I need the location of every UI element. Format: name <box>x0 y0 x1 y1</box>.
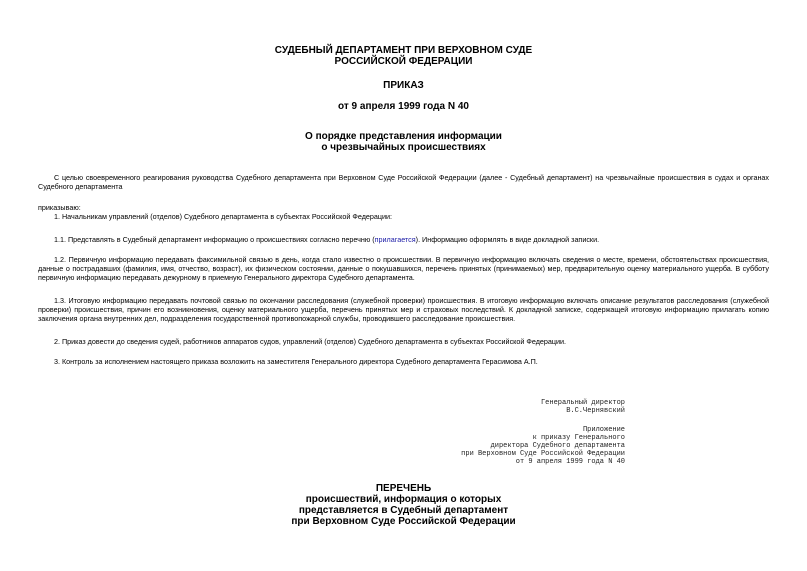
list-title-line-1: ПЕРЕЧЕНЬ <box>375 483 432 494</box>
signature-name: В.С.Чернявский <box>566 407 625 415</box>
list-title-line-2: происшествий, информация о которых <box>305 494 502 505</box>
appendix-line-3: директора Судебного департамента <box>490 442 625 450</box>
appendix-line-2: к приказу Генерального <box>532 434 625 442</box>
signature-position: Генеральный директор <box>540 399 625 407</box>
signature-block <box>541 399 625 415</box>
paragraph-1-1-text-end: ). Информацию оформлять в виде докладной записки. <box>415 235 600 244</box>
paragraph-1-2: 1.2. Первичную информацию передавать факсимильной связью в день, когда стало известно о происшествии. В первичную информацию включать сведения о месте, времени, обстоятельствах происшествия, данные о пострадавших (фамилия, имя, отчество, возраст), их физическом состоянии, данные о покушавшихся, перечень принятых (принимаемых) мер, предварительную оценку материального ущерба. В субботу первичную информацию передавать дежурному в приемную Генерального директора Судебного департамента. <box>38 255 769 282</box>
title-line-2: о чрезвычайных происшествиях <box>321 142 486 153</box>
order-word: ПРИКАЗ <box>383 80 424 91</box>
appendix-line-4: при Верховном Суде Российской Федерации <box>461 450 625 458</box>
paragraph-2: 2. Приказ довести до сведения судей, работников аппаратов судов, управлений (отделов) Судебного департамента в субъектах Российской Федерации. <box>54 337 567 346</box>
order-date: от 9 апреля 1999 года N 40 <box>338 101 469 112</box>
appendix-line-5: от 9 апреля 1999 года N 40 <box>515 458 625 466</box>
orders-word: приказываю: <box>38 203 81 212</box>
paragraph-1-1 <box>38 235 769 244</box>
issuer-header <box>0 45 807 67</box>
issuer-line-2: РОССИЙСКОЙ ФЕДЕРАЦИИ <box>334 56 473 67</box>
appendix-line-1: Приложение <box>582 426 625 434</box>
paragraph-1-3: 1.3. Итоговую информацию передавать почтовой связью по окончании расследования (служебной проверки) происшествия. В итоговую информацию включать описание результатов расследования (служебной проверки) происшествия, причин его возникновения, оценку материального ущерба, перечень принятых мер и страховых последствий. К докладной записке, содержащей итоговую информацию прилагать копию заключения органа внутренних дел, подразделения государственной противопожарной службы, проводившего расследование происшествия. <box>38 296 769 323</box>
paragraph-1-1-text-start: 1.1. Представлять в Судебный департамент информацию о происшествиях согласно перечню ( <box>54 235 375 244</box>
issuer-line-1: СУДЕБНЫЙ ДЕПАРТАМЕНТ ПРИ ВЕРХОВНОМ СУДЕ <box>274 45 533 56</box>
order-label <box>0 80 807 91</box>
order-date-block <box>0 101 807 112</box>
appendix-note <box>461 426 625 466</box>
paragraph-3: 3. Контроль за исполнением настоящего приказа возложить на заместителя Генерального директора Судебного департамента Герасимова А.П. <box>54 357 538 366</box>
paragraph-1: 1. Начальникам управлений (отделов) Судебного департамента в субъектах Российской Федерации: <box>54 212 393 221</box>
list-title-line-4: при Верховном Суде Российской Федерации <box>291 516 516 527</box>
document-title <box>0 131 807 153</box>
list-title <box>0 483 807 527</box>
appendix-link[interactable]: прилагается <box>374 235 416 244</box>
list-title-line-3: представляется в Судебный департамент <box>298 505 509 516</box>
intro-paragraph: С целью своевременного реагирования руководства Судебного департамента при Верховном Суде Российской Федерации (далее - Судебный департамент) на чрезвычайные происшествия в судах и органах Судебного департамента <box>38 173 769 191</box>
title-line-1: О порядке представления информации <box>305 131 502 142</box>
